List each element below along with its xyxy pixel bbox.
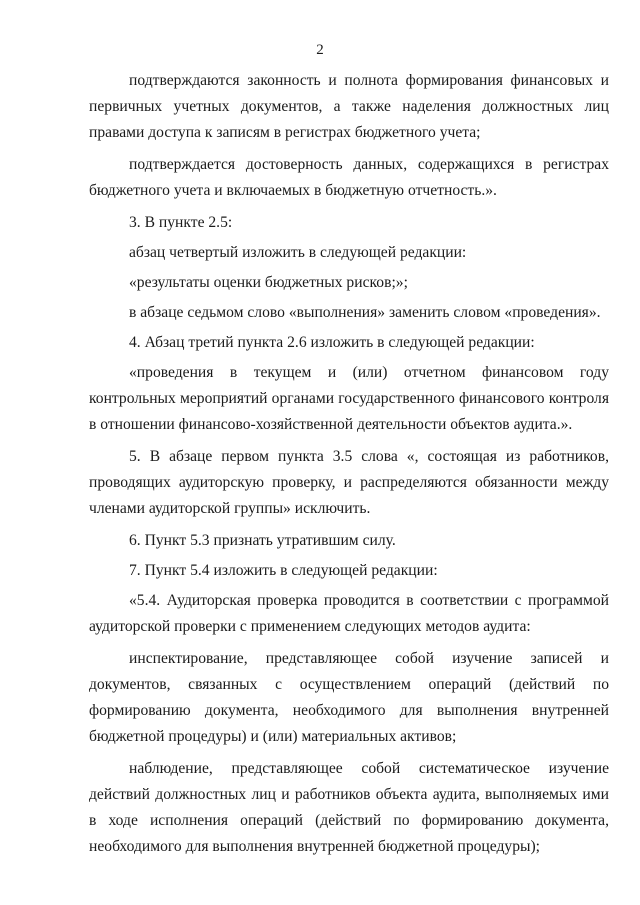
paragraph: абзац четвертый изложить в следующей редакции: [129,244,467,261]
paragraph: 7. Пункт 5.4 изложить в следующей редакции: [129,562,438,579]
paragraph: в абзаце седьмом слово «выполнения» заменить словом «проведения». [129,304,601,321]
page-number: 2 [316,42,324,58]
paragraph: «проведения в текущем и (или) отчетном финансовом году контрольных мероприятий органами государственного финансового контроля в отношении финансово-хозяйственной деятельности объектов аудита.». [89,364,609,433]
paragraph: 6. Пункт 5.3 признать утратившим силу. [129,532,396,549]
paragraph: подтверждается достоверность данных, содержащихся в регистрах бюджетного учета и включаемых в бюджетную отчетность.». [89,156,609,199]
paragraph: инспектирование, представляющее собой изучение записей и документов, связанных с осуществлением операций (действий по формированию документа, необходимого для выполнения внутренней бюджетной процедуры) и (или) материальных активов; [89,650,609,745]
paragraph: 4. Абзац третий пункта 2.6 изложить в следующей редакции: [129,334,535,351]
paragraph: «5.4. Аудиторская проверка проводится в соответствии с программой аудиторской проверки с применением следующих методов аудита: [89,592,609,635]
document-body [89,68,609,866]
paragraph: наблюдение, представляющее собой систематическое изучение действий должностных лиц и работников объекта аудита, выполняемых ими в ходе исполнения операций (действий по формированию документа, необходимого для выполнения внутренней бюджетной процедуры); [89,760,609,855]
paragraph: 3. В пункте 2.5: [129,214,233,231]
paragraph: 5. В абзаце первом пункта 3.5 слова «, состоящая из работников, проводящих аудиторскую проверку, и распределяются обязанности между членами аудиторской группы» исключить. [89,448,609,517]
paragraph: «результаты оценки бюджетных рисков;»; [129,274,408,291]
paragraph: подтверждаются законность и полнота формирования финансовых и первичных учетных документов, а также наделения должностных лиц правами доступа к записям в регистрах бюджетного учета; [89,72,609,141]
